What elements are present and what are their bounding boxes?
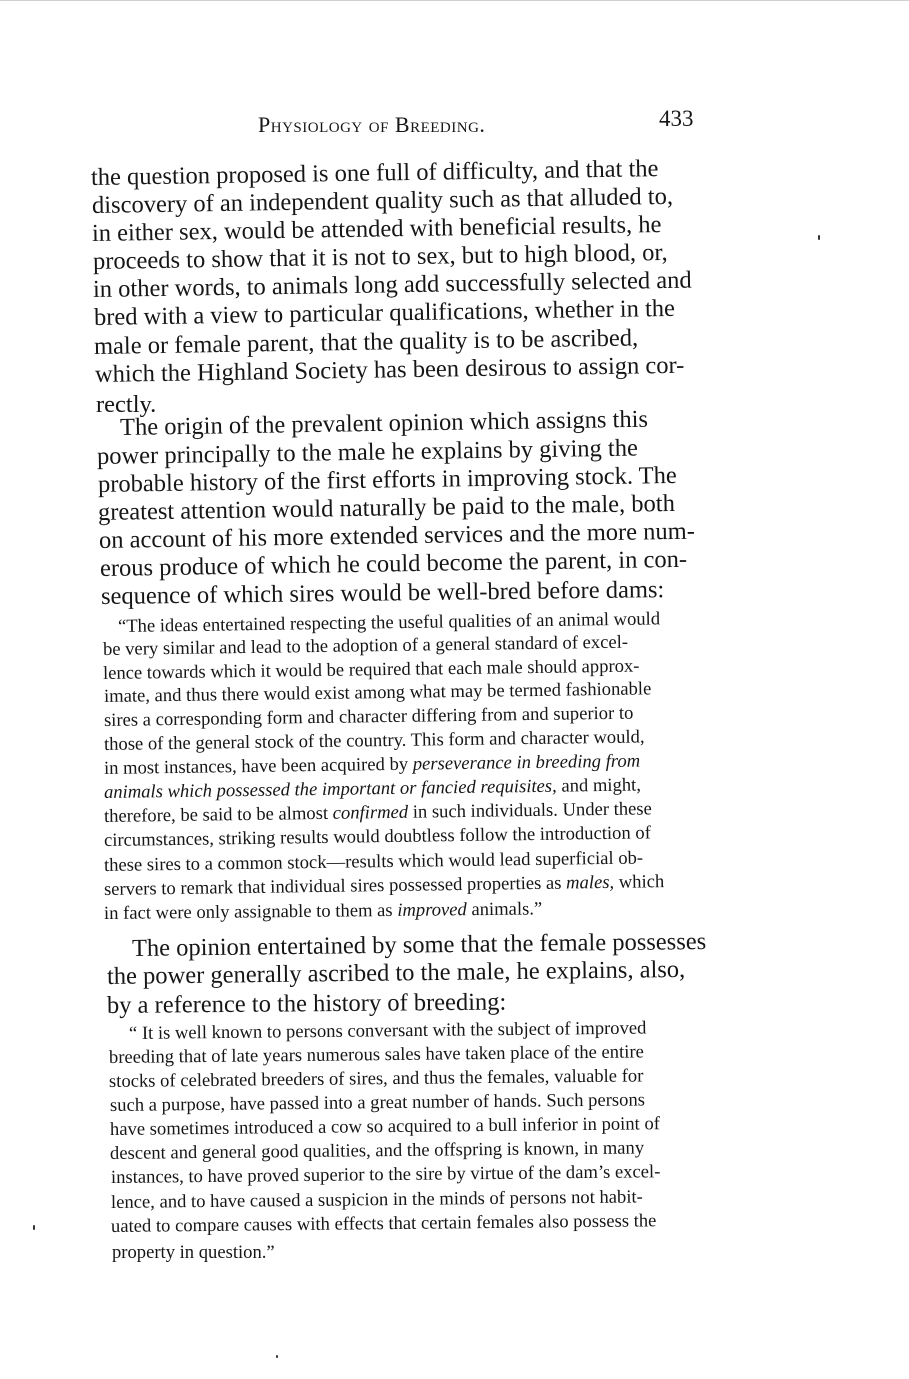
paragraph-1-line: proceeds to show that it is not to sex, but to high blood, or, [92, 238, 668, 275]
quote-1-line: therefore, be said to be almost confirmed in such individuals. Under these [103, 798, 652, 827]
paragraph-3-line: by a reference to the history of breeding: [106, 988, 507, 1019]
quote-2-line: property in question.” [112, 1242, 275, 1263]
quote-1-line: animals which possessed the important or fancied requisites, and might, [103, 774, 642, 803]
paragraph-1-line: in either sex, would be attended with beneficial results, he [91, 211, 662, 247]
paragraph-2-line: power principally to the male he explains by giving the [96, 434, 639, 470]
paragraph-2-line: on account of his more extended services and the more num- [98, 517, 696, 554]
quote-1-line: in most instances, have been acquired by perseverance in breeding from [103, 750, 641, 779]
quote-1-line: those of the general stock of the country. This form and character would, [103, 726, 645, 755]
paragraph-3-line: the power generally ascribed to the male, he explains, also, [106, 955, 686, 990]
paragraph-1-line: which the Highland Society has been desirous to assign cor- [94, 351, 685, 388]
page-header [0, 106, 909, 140]
paragraph-2-line: The origin of the prevalent opinion which assigns this [119, 405, 649, 441]
quote-1-line: circumstances, striking results would doubtless follow the introduction of [103, 822, 651, 851]
quote-1-line: servers to remark that individual sires possessed properties as males, which [103, 871, 665, 900]
paragraph-2-line: probable history of the first efforts in improving stock. The [97, 461, 677, 498]
quote-2-line: stocks of celebrated breeders of sires, and thus the females, valuable for [108, 1065, 644, 1092]
scan-edge-rule [0, 0, 909, 1]
quote-2-line: lence, and to have caused a suspicion in the minds of persons not habit- [110, 1186, 643, 1213]
quote-2-line: instances, to have proved superior to the sire by virtue of the dam’s excel- [110, 1161, 661, 1188]
paragraph-2-line: greatest attention would naturally be paid to the male, both [97, 489, 676, 526]
quote-2-line: such a purpose, have passed into a great number of hands. Such persons [109, 1089, 646, 1116]
quote-1-line: lence towards which it would be required that each male should approx- [102, 655, 640, 684]
quote-2-line: uated to compare causes with effects that certain females also possess the [110, 1210, 657, 1237]
paragraph-1-line: bred with a view to particular qualifications, whether in the [93, 294, 676, 331]
quote-1-line: “The ideas entertained respecting the useful qualities of an animal would [117, 608, 661, 637]
paragraph-1-line: the question proposed is one full of difficulty, and that the [90, 155, 659, 191]
paragraph-2-line: sequence of which sires would be well-bred before dams: [100, 576, 665, 610]
scan-speck [818, 235, 820, 240]
paragraph-1-line: male or female parent, that the quality is to be ascribed, [93, 324, 639, 360]
quote-2-line: “ It is well known to persons conversant with the subject of improved [128, 1017, 647, 1044]
quote-1-line: sires a corresponding form and character differing from and superior to [103, 702, 634, 731]
paragraph-3-line: The opinion entertained by some that the female possesses [131, 927, 707, 962]
quote-2-line: descent and general good qualities, and the offspring is known, in many [109, 1137, 645, 1164]
running-title: Physiology of Breeding. [258, 112, 486, 137]
quote-2-line: breeding that of late years numerous sales have taken place of the entire [108, 1041, 644, 1068]
quote-1-line: be very similar and lead to the adoption of a general standard of excel- [102, 631, 629, 660]
paragraph-1-line: rectly. [96, 391, 157, 418]
quote-2-line: have sometimes introduced a cow so acquired to a bull inferior in point of [109, 1113, 660, 1140]
paragraph-1-line: in other words, to animals long add successfully selected and [92, 266, 692, 303]
scan-speck [33, 1225, 35, 1230]
scan-speck [276, 1355, 278, 1358]
quote-1-line: these sires to a common stock—results which would lead superficial ob- [103, 847, 644, 876]
paragraph-2-line: erous produce of which he could become the parent, in con- [99, 545, 688, 582]
quote-1-line: in fact were only assignable to them as improved animals.” [103, 898, 543, 924]
paragraph-1-line: discovery of an independent quality such as that alluded to, [91, 182, 674, 219]
quote-1-line: imate, and thus there would exist among what may be termed fashionable [103, 678, 652, 707]
page-number: 433 [659, 106, 694, 131]
